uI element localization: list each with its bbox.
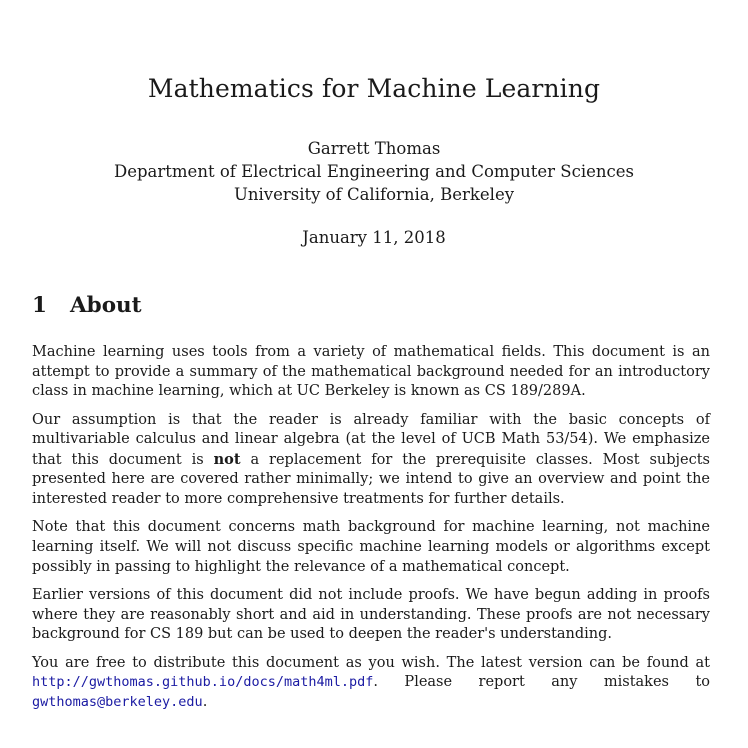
document-date: January 11, 2018 xyxy=(302,228,446,247)
paragraph-5 xyxy=(32,654,710,713)
section-heading xyxy=(32,293,142,318)
paragraph-1: Machine learning uses tools from a variety of mathematical fields. This document is an attempt to provide a summary of the mathematical background needed for an introductory class in machine learning, which at UC Berkeley is known as CS 189/289A. xyxy=(32,344,710,400)
paragraph-2-emphasis: not xyxy=(213,450,241,468)
author-university: University of California, Berkeley xyxy=(233,185,515,204)
paragraph-5-text-c: . xyxy=(202,693,208,710)
section-title: About xyxy=(70,293,142,318)
paragraph-5-text-b: . Please report any mistakes to xyxy=(373,674,710,691)
document-url-link[interactable]: http://gwthomas.github.io/docs/math4ml.pdf xyxy=(32,674,374,691)
email-link[interactable]: gwthomas@berkeley.edu xyxy=(32,693,203,710)
section-body xyxy=(32,343,710,721)
paragraph-2-text-b: a replacement for the prerequisite classes. Most subjects presented here are covered rather minimally; we intend to give an overview and point the interested reader to more comprehensive treatments for further details. xyxy=(32,451,710,507)
author-department: Department of Electrical Engineering and Computer Sciences xyxy=(114,162,634,181)
document-title: Mathematics for Machine Learning xyxy=(147,74,601,103)
author-block xyxy=(0,137,748,206)
paragraph-2 xyxy=(32,411,710,510)
paragraph-3: Note that this document concerns math background for machine learning, not machine learning itself. We will not discuss specific machine learning models or algorithms except possibly in passing to highlight the relevance of a mathematical concept. xyxy=(32,519,710,575)
author-name: Garrett Thomas xyxy=(307,139,441,158)
paragraph-4: Earlier versions of this document did not include proofs. We have begun adding in proofs where they are reasonably short and aid in understanding. These proofs are not necessary background for CS 189 but can be used to deepen the reader's understanding. xyxy=(32,586,710,643)
section-number: 1 xyxy=(32,293,47,318)
paragraph-2-text-a: Our assumption is that the reader is already familiar with the basic concepts of multivariable calculus and linear algebra (at the level of UCB Math 53/54). We emphasize that this document is xyxy=(32,411,710,468)
paragraph-5-text-a: You are free to distribute this document as you wish. The latest version can be found at xyxy=(32,654,710,671)
